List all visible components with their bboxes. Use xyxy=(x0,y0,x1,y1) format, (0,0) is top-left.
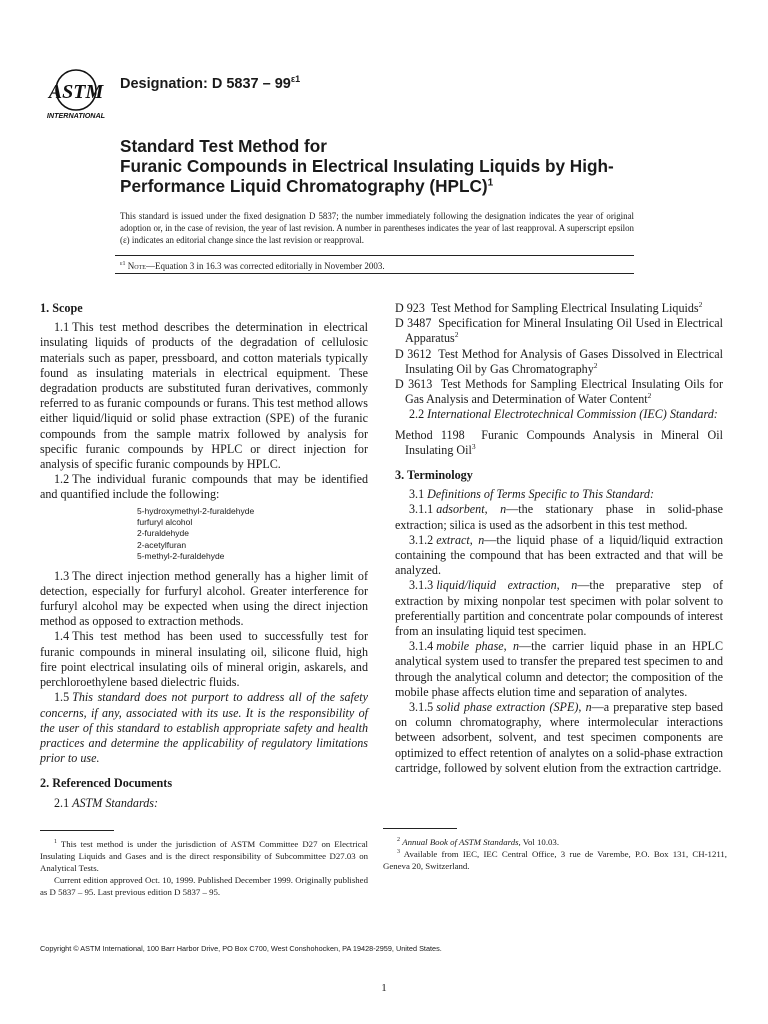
def-num: 3.1.2 xyxy=(409,532,434,547)
designation-sup: ε1 xyxy=(290,74,301,84)
def-pos: n xyxy=(500,502,507,517)
ref-sup: 2 xyxy=(593,360,598,370)
footnote-2-italic: Annual Book of ASTM Standards xyxy=(402,837,519,847)
para-1-3-num: 1.3 xyxy=(54,568,70,583)
ref-sup: 2 xyxy=(647,391,652,401)
footnote-3-text: Available from IEC, IEC Central Office, 3 rue de Varembe, P.O. Box 131, CH-1211, Geneva 20, Switzerland. xyxy=(383,849,728,871)
para-3-1-text: Definitions of Terms Specific to This Standard: xyxy=(427,487,655,502)
list-item: 5-methyl-2-furaldehyde xyxy=(137,551,225,562)
def-num: 3.1.3 xyxy=(409,578,434,593)
definition-liquid-extraction: 3.1.3 liquid/liquid extraction, n—the preparative step of extraction by mixing nonpolar test specimen with polar solvent to preferentially partition and concentrate polar compounds of interest from an insulating liquid test specimen. xyxy=(395,578,723,639)
footnote-1b: Current edition approved Oct. 10, 1999. Published December 1999. Originally published as D 5837 – 95. Last previous edition D 5837 – 95. xyxy=(40,875,368,897)
para-3-1 xyxy=(395,487,723,502)
ref-sup: 3 xyxy=(471,441,476,451)
reference-d923 xyxy=(395,301,723,316)
def-term: liquid/liquid extraction xyxy=(436,578,557,593)
title-line-3-text: Performance Liquid Chromatography (HPLC) xyxy=(120,176,488,196)
ref-code: D 3612 xyxy=(395,346,432,361)
editorial-note-sup: ε1 xyxy=(120,261,126,267)
para-1-1-text: This test method describes the determination in electrical insulating liquids of products of the degradation of cellulosic materials such as paper, pressboard, and cotton materials typically found as insulating materials in electrical equipment. These degradation products are substituted furan derivatives, commonly referred to as furanic compounds or furans. This test method allows either liquid/liquid or solid phase extraction (SPE) of the furanic compounds from the sample matrix followed by analysis for specific furanic compounds by HPLC or direct injection for analysis of specific furanic compounds by HPLC. xyxy=(40,320,368,472)
left-column xyxy=(40,301,368,811)
footnote-1-sup: 1 xyxy=(54,839,57,846)
list-item: 5-hydroxymethyl-2-furaldehyde xyxy=(137,505,255,516)
def-term: mobile phase xyxy=(436,639,504,654)
ref-code: D 3613 xyxy=(395,377,433,392)
def-num: 3.1.5 xyxy=(409,700,434,715)
ref-code: D 923 xyxy=(395,301,425,315)
para-2-1-text: ASTM Standards: xyxy=(72,795,159,810)
footnotes-left xyxy=(40,838,368,898)
document-title xyxy=(120,136,640,196)
def-term: solid phase extraction (SPE) xyxy=(436,700,579,715)
ref-sup: 2 xyxy=(698,299,703,309)
para-1-1-num: 1.1 xyxy=(54,320,70,335)
def-pos: n xyxy=(513,639,520,654)
ref-code: Method 1198 xyxy=(395,427,465,442)
page-number: 1 xyxy=(381,982,387,994)
ref-text: Test Method for Sampling Electrical Insulating Liquids xyxy=(430,301,699,315)
section-1-heading: 1. Scope xyxy=(40,301,83,315)
designation xyxy=(120,74,300,92)
def-text: —the stationary phase in solid-phase extraction; silica is used as the adsorbent in this test method. xyxy=(395,502,723,532)
title-line-3 xyxy=(120,176,640,196)
title-line-1: Standard Test Method for xyxy=(120,136,327,156)
para-1-4-text: This test method has been used to successfully test for furanic compounds in mineral insulating oil, silicone fluid, high fire point electrical insulating oils of mineral origin, askarels, and perchloroethylene based dielectric fluids. xyxy=(40,629,368,690)
editorial-note-label: Note xyxy=(127,261,146,271)
para-1-1 xyxy=(40,320,368,472)
divider-bottom xyxy=(115,273,634,274)
footnote-1 xyxy=(40,838,368,874)
footnote-2-text: , Vol 10.03. xyxy=(518,837,560,847)
footnote-rule-right xyxy=(383,828,457,829)
para-2-1-num: 2.1 xyxy=(54,795,70,810)
para-1-5 xyxy=(40,690,368,766)
para-1-2 xyxy=(40,472,368,502)
reference-d3613 xyxy=(395,377,723,407)
reference-d3612 xyxy=(395,347,723,377)
designation-text: Designation: D 5837 – 99 xyxy=(120,75,291,92)
list-item: furfuryl alcohol xyxy=(137,517,193,528)
def-num: 3.1.1 xyxy=(409,502,434,517)
footnote-2-sup: 2 xyxy=(397,837,400,844)
para-2-2 xyxy=(395,407,723,422)
definition-spe: 3.1.5 solid phase extraction (SPE), n—a preparative step based on column chromatography, where intermolecular interactions between adsorbent, solvent, and test specimen components are optimized to effect retention of analytes on a solid-phase extraction cartridge, followed by solvent elution from the extraction cartridge. xyxy=(395,700,723,775)
footnote-3-sup: 3 xyxy=(397,849,400,856)
editorial-note-text: —Equation 3 in 16.3 was corrected editorially in November 2003. xyxy=(145,261,385,271)
para-1-5-num: 1.5 xyxy=(54,690,70,705)
def-term: adsorbent xyxy=(436,502,485,517)
para-3-1-num: 3.1 xyxy=(409,487,425,502)
section-3-heading: 3. Terminology xyxy=(395,468,473,483)
def-pos: n xyxy=(571,578,578,593)
title-line-2: Furanic Compounds in Electrical Insulating Liquids by High- xyxy=(120,156,614,176)
definition-adsorbent: 3.1.1 adsorbent, n—the stationary phase in solid-phase extraction; silica is used as the adsorbent in this test method. xyxy=(395,502,723,532)
def-text: —the liquid phase of a liquid/liquid extraction containing the compound that has been extracted and that will be analyzed. xyxy=(395,532,723,578)
para-2-2-text: International Electrotechnical Commission (IEC) Standard: xyxy=(427,407,718,422)
footnote-1-text: This test method is under the jurisdiction of ASTM Committee D27 on Electrical Insulating Liquids and Gases and is the direct responsibility of Subcommittee D27.03 on Analytical Tests. xyxy=(40,839,368,873)
para-2-2-num: 2.2 xyxy=(409,407,425,422)
definition-mobile-phase: 3.1.4 mobile phase, n—the carrier liquid phase in an HPLC analytical system used to transfer the prepared test specimen to and through the analytical column and detector; the composition of the mobile phase affects elution time and separation of analytes. xyxy=(395,639,724,699)
section-2-heading: 2. Referenced Documents xyxy=(40,776,173,791)
footnote-3 xyxy=(383,848,727,872)
astm-logo xyxy=(38,68,114,120)
para-2-1 xyxy=(40,796,368,811)
right-column xyxy=(395,301,723,776)
def-num: 3.1.4 xyxy=(409,639,434,654)
para-1-4-num: 1.4 xyxy=(54,629,70,644)
def-text: —the carrier liquid phase in an HPLC analytical system used to transfer the prepared test specimen to and through the analytical column and detector; the composition of the mobile phase affects elution time and separation of analytes. xyxy=(395,639,724,699)
ref-text: Test Method for Analysis of Gases Dissolved in Electrical Insulating Oil by Gas Chromatography xyxy=(405,346,723,376)
para-1-4 xyxy=(40,629,368,690)
editorial-note xyxy=(120,258,385,272)
para-1-3-text: The direct injection method generally has a higher limit of detection, especially for furfuryl alcohol. Greater interference for furfuryl alcohol may be expected when using the direct injection method as opposed to extraction methods. xyxy=(40,568,368,629)
compound-list xyxy=(137,506,368,563)
ref-sup: 2 xyxy=(454,330,459,340)
para-1-5-text: This standard does not purport to address all of the safety concerns, if any, associated with its use. It is the responsibility of the user of this standard to establish appropriate safety and health practices and determine the applicability of regulatory limitations prior to use. xyxy=(40,690,368,766)
logo-subtext: INTERNATIONAL xyxy=(46,111,106,120)
ref-code: D 3487 xyxy=(395,316,432,331)
logo-text: ASTM xyxy=(48,81,104,103)
para-1-2-text: The individual furanic compounds that may be identified and quantified include the following: xyxy=(40,472,368,502)
def-pos: n xyxy=(478,532,485,547)
def-text: —the preparative step of extraction by mixing nonpolar test specimen with polar solvent to preferentially partition and concentrate polar compounds of interest from an insulating liquid test specimen. xyxy=(395,578,723,639)
footnote-2 xyxy=(383,836,727,848)
def-pos: n xyxy=(585,700,592,715)
list-item: 2-acetylfuran xyxy=(137,539,187,550)
footnote-rule-left xyxy=(40,830,114,831)
reference-iec-1198 xyxy=(395,428,723,458)
list-item: 2-furaldehyde xyxy=(137,528,189,539)
ref-text: Test Methods for Sampling Electrical Insulating Oils for Gas Analysis and Determination of Water Content xyxy=(405,377,723,407)
ref-text: Furanic Compounds Analysis in Mineral Oil Insulating Oil xyxy=(405,427,724,457)
definition-extract: 3.1.2 extract, n—the liquid phase of a liquid/liquid extraction containing the compound that has been extracted and that will be analyzed. xyxy=(395,532,723,578)
para-1-3 xyxy=(40,569,368,630)
issue-note: This standard is issued under the fixed designation D 5837; the number immediately following the designation indicates the year of original adoption or, in the case of revision, the year of last revision. A number in parentheses indicates the year of last reapproval. A superscript epsilon (ε) indicates an editorial change since the last revision or reapproval. xyxy=(120,211,634,245)
footnotes-right xyxy=(383,836,727,872)
para-1-2-num: 1.2 xyxy=(54,472,70,487)
copyright-notice: Copyright © ASTM International, 100 Barr Harbor Drive, PO Box C700, West Conshohocken, PA 19428-2959, United States. xyxy=(40,944,442,953)
title-footnote-ref: 1 xyxy=(487,177,494,189)
divider-top xyxy=(115,255,634,256)
def-text: —a preparative step based on column chromatography, where intermolecular interactions between adsorbent, solvent, and test specimen components are optimized to effect retention of analytes on a solid-phase extraction cartridge, followed by solvent elution from the extraction cartridge. xyxy=(395,700,723,775)
def-term: extract xyxy=(436,532,470,547)
reference-d3487 xyxy=(395,316,723,346)
ref-text: Specification for Mineral Insulating Oil Used in Electrical Apparatus xyxy=(405,316,724,346)
